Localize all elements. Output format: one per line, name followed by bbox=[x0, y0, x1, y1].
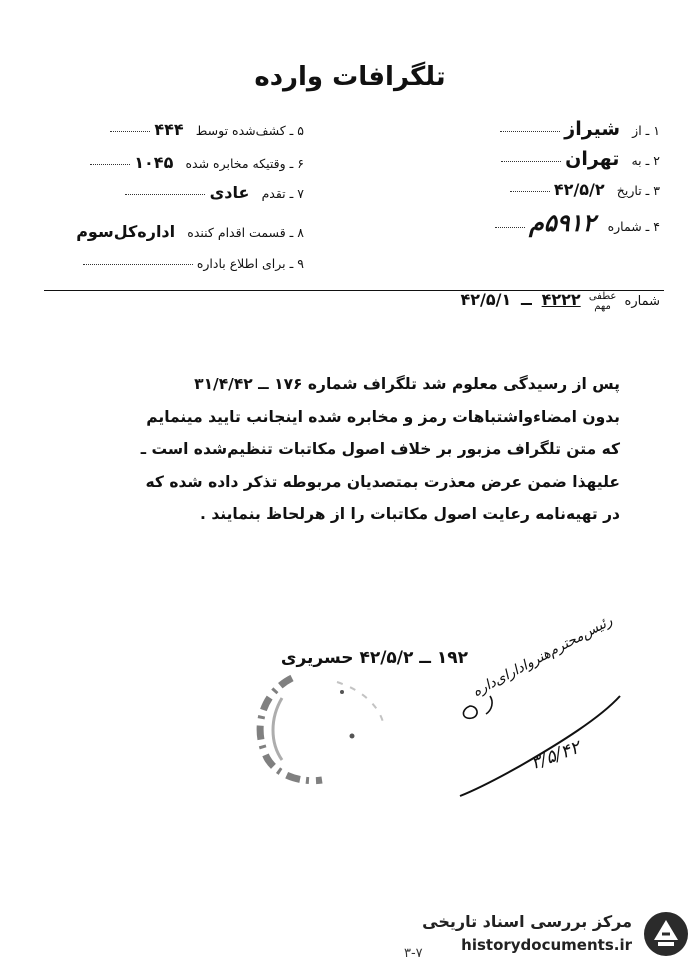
dotted-line bbox=[510, 191, 550, 192]
field-priority bbox=[125, 183, 304, 202]
archive-logo-icon bbox=[642, 910, 690, 958]
stamp-mark bbox=[252, 668, 402, 786]
field-value: شیراز bbox=[564, 118, 621, 140]
field-label: ۷ ـ تقدم bbox=[261, 186, 304, 201]
field-label: ۶ ـ وقتیکه مخابره شده bbox=[185, 156, 304, 171]
body-line: علیهذا ضمن عرض معذرت بمتصدیان مربوطه تذکر داده شده که bbox=[145, 472, 620, 491]
field-value: ۴۴۴ bbox=[154, 120, 184, 139]
dotted-line bbox=[501, 161, 561, 162]
field-value: تهران bbox=[565, 148, 620, 170]
watermark-name: مرکز بررسی اسناد تاریخی bbox=[422, 912, 632, 931]
body-line: بدون امضاءواشتباهات رمز و مخابره شده اینجانب تایید مینمایم bbox=[146, 407, 620, 426]
field-label: ۲ ـ به bbox=[631, 153, 660, 168]
document-title: تلگرافات وارده bbox=[254, 62, 446, 92]
signature-scribble bbox=[450, 688, 630, 798]
watermark-code: ۳-۷ bbox=[404, 946, 423, 961]
field-number bbox=[495, 208, 660, 237]
field-label: ۴ ـ شماره bbox=[607, 219, 660, 234]
field-label: ۳ ـ تاریخ bbox=[616, 183, 660, 198]
signature-line: ۱۹۲ ــ ۴۲/۵/۲ حسریری bbox=[280, 648, 468, 668]
field-value-handwritten: ۵۹۱۲م bbox=[529, 208, 596, 237]
field-label: ۸ ـ قسمت اقدام کننده bbox=[187, 225, 304, 240]
body-line: که متن تلگراف مزبور بر خلاف اصول مکاتبات تنظیم‌شده است ـ bbox=[140, 440, 620, 458]
field-value: ۱۰۴۵ bbox=[134, 153, 174, 172]
body-line: در تهیه‌نامه رعایت اصول مکاتبات را از هرلحاظ بنمایند . bbox=[200, 505, 620, 523]
reference-stack-top: عطفی bbox=[588, 290, 617, 302]
field-value: اداره‌کل‌سوم bbox=[76, 222, 176, 241]
field-to bbox=[501, 148, 660, 170]
field-value: ۴۲/۵/۲ bbox=[553, 180, 605, 199]
dotted-line bbox=[495, 227, 525, 228]
dotted-line bbox=[500, 131, 560, 132]
handwritten-note: رئیس‌محترم‌هنروادارای‌داره bbox=[470, 612, 616, 701]
field-label: ۵ ـ کشف‌شده توسط bbox=[195, 123, 304, 138]
handwritten-date: ۳/۵/۴۲ bbox=[527, 736, 583, 775]
field-transmitted-time bbox=[90, 153, 304, 172]
reference-stack-bottom: مهم bbox=[594, 300, 611, 312]
field-value: عادی bbox=[209, 183, 250, 202]
field-label: ۹ ـ برای اطلاع باداره bbox=[196, 256, 304, 271]
watermark bbox=[404, 906, 694, 966]
reference-label: شماره bbox=[624, 294, 660, 309]
reference-number: ۴۲۲۲ bbox=[541, 290, 581, 309]
reference-line: شماره عطفی مهم ۴۲۲۲ ــ ۴۲/۵/۱ bbox=[460, 290, 660, 312]
body-line: پس از رسیدگی معلوم شد تلگراف شماره ۱۷۶ ــ ۳۱/۴/۴۲ bbox=[194, 375, 620, 393]
dotted-line bbox=[90, 164, 130, 165]
watermark-site: historydocuments.ir bbox=[461, 936, 632, 954]
field-for-information bbox=[83, 256, 304, 272]
reference-stack bbox=[589, 292, 617, 312]
field-from bbox=[500, 118, 660, 140]
field-decrypted-by bbox=[110, 120, 304, 139]
telegram-body bbox=[80, 368, 620, 531]
reference-date: ۴۲/۵/۱ bbox=[460, 290, 512, 309]
dotted-line bbox=[125, 194, 205, 195]
field-action-department bbox=[76, 222, 304, 241]
dotted-line bbox=[110, 131, 150, 132]
field-date bbox=[510, 180, 660, 199]
field-label: ۱ ـ از bbox=[632, 123, 660, 138]
dotted-line bbox=[83, 264, 193, 265]
